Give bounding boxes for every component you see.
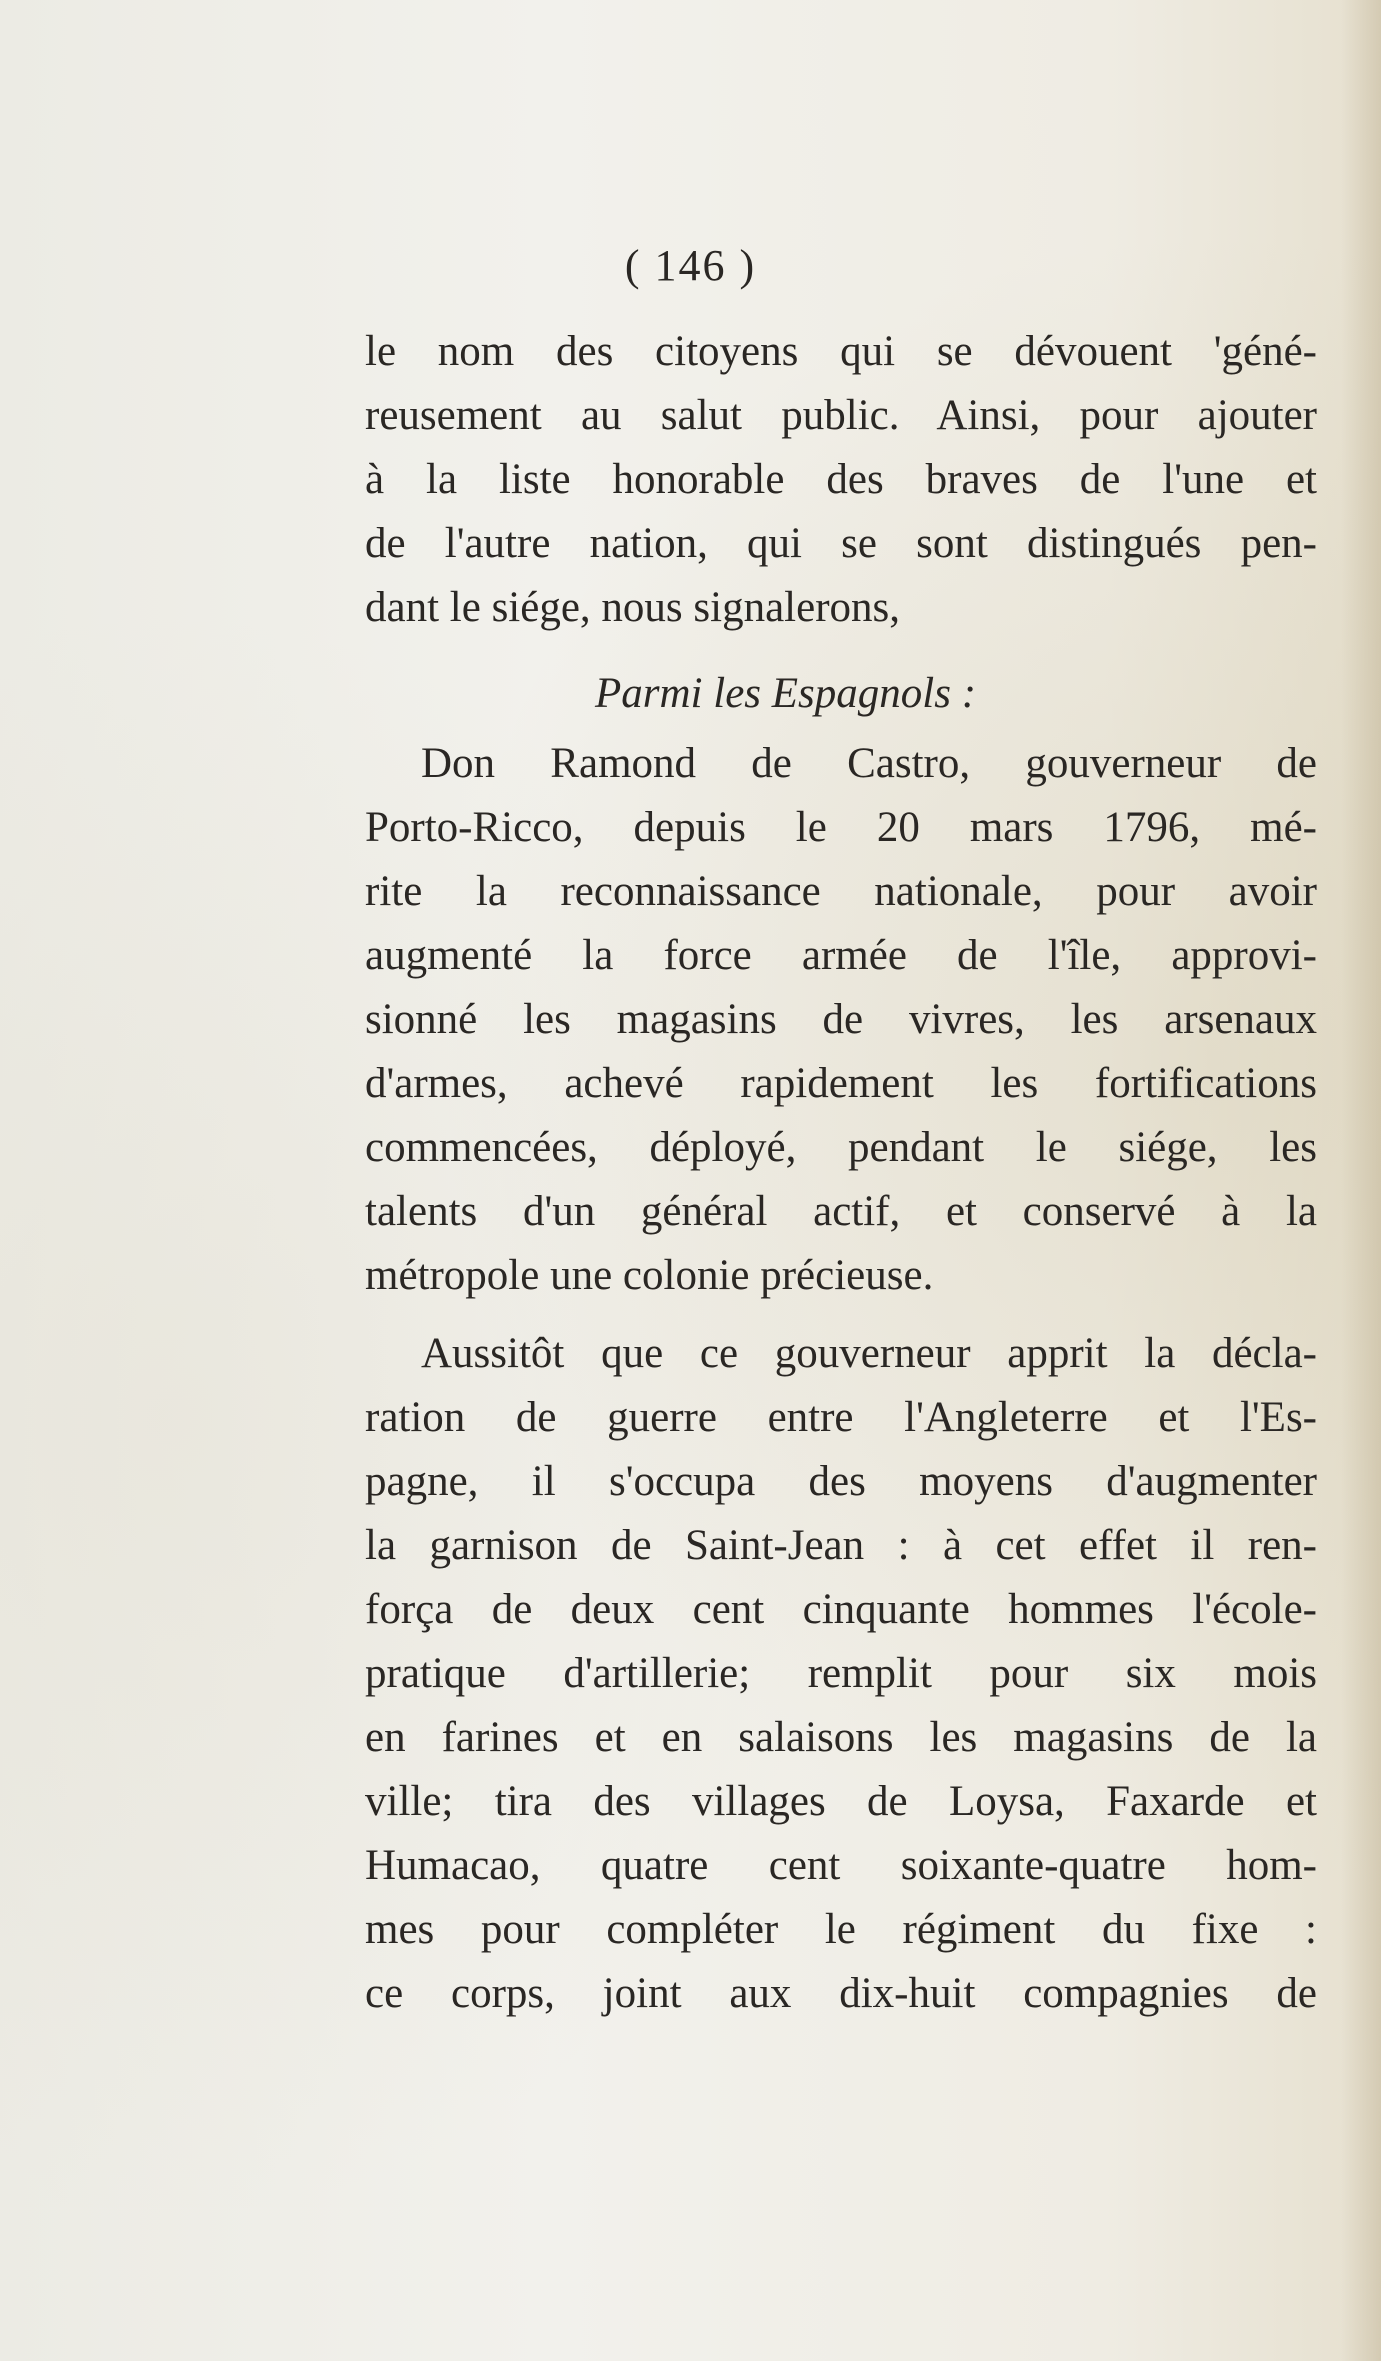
text-line: sionné les magasins de vivres, les arsenaux [365, 996, 1317, 1043]
text-line: augmenté la force armée de l'île, approvi- [365, 932, 1317, 979]
section-heading: Parmi les Espagnols : [595, 670, 977, 717]
text-line: commencées, déployé, pendant le siége, les [365, 1124, 1317, 1171]
text-line: de l'autre nation, qui se sont distingués pen- [365, 520, 1317, 567]
paragraph [365, 732, 1317, 1308]
text-line: mes pour compléter le régiment du fixe : [365, 1906, 1317, 1953]
text-line: reusement au salut public. Ainsi, pour ajouter [365, 392, 1317, 439]
text-line: d'armes, achevé rapidement les fortifications [365, 1060, 1317, 1107]
text-line: métropole une colonie précieuse. [365, 1252, 934, 1299]
text-line: pratique d'artillerie; remplit pour six mois [365, 1650, 1317, 1697]
text-line: Don Ramond de Castro, gouverneur de [421, 740, 1317, 787]
text-line: ce corps, joint aux dix-huit compagnies de [365, 1970, 1317, 2017]
text-line: dant le siége, nous signalerons, [365, 584, 901, 631]
text-line: pagne, il s'occupa des moyens d'augmenter [365, 1458, 1317, 1505]
text-line: la garnison de Saint-Jean : à cet effet il ren- [365, 1522, 1317, 1569]
paragraph [365, 320, 1317, 640]
text-line: força de deux cent cinquante hommes l'école- [365, 1586, 1317, 1633]
text-line: Aussitôt que ce gouverneur apprit la décla- [421, 1330, 1317, 1377]
text-line: rite la reconnaissance nationale, pour avoir [365, 868, 1317, 915]
paragraph [365, 1322, 1317, 2026]
text-line: ville; tira des villages de Loysa, Faxarde et [365, 1778, 1317, 1825]
text-line: à la liste honorable des braves de l'une et [365, 456, 1317, 503]
text-line: talents d'un général actif, et conservé à la [365, 1188, 1317, 1235]
page-gutter-shadow [1341, 0, 1381, 2361]
text-line: ration de guerre entre l'Angleterre et l'Es- [365, 1394, 1317, 1441]
page-number: ( 146 ) [624, 241, 757, 290]
text-line: Humacao, quatre cent soixante-quatre hom- [365, 1842, 1317, 1889]
page-text [365, 320, 1317, 2026]
text-line: Porto-Ricco, depuis le 20 mars 1796, mé- [365, 804, 1317, 851]
text-line: en farines et en salaisons les magasins de la [365, 1714, 1317, 1761]
text-line: le nom des citoyens qui se dévouent 'géné- [365, 328, 1317, 375]
